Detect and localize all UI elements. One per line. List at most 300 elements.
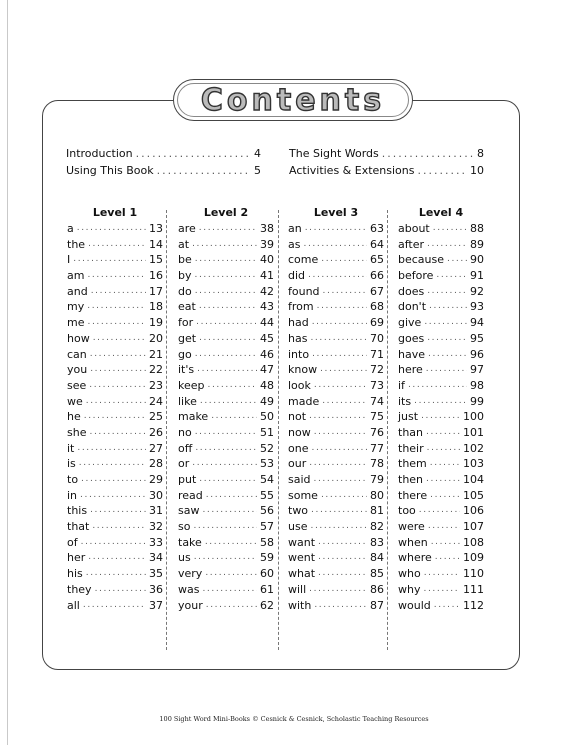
word-entry[interactable] (288, 284, 384, 300)
page-title: Contents (200, 82, 386, 118)
word-entry[interactable] (67, 535, 163, 551)
leader-dots (80, 488, 146, 504)
word-label: from (288, 300, 314, 314)
leader-dots (428, 519, 460, 535)
leader-dots (93, 331, 146, 347)
leader-dots (208, 378, 258, 394)
page-number: 64 (370, 237, 384, 251)
word-label: use (288, 520, 308, 534)
word-entry[interactable] (398, 315, 484, 331)
word-label: they (67, 582, 92, 596)
word-label: has (288, 331, 308, 345)
word-entry[interactable] (67, 284, 163, 300)
toc-entry-activities[interactable] (289, 164, 484, 177)
word-label: who (398, 567, 421, 581)
word-label: and (67, 284, 88, 298)
page-number: 14 (149, 237, 163, 251)
page-number: 65 (370, 253, 384, 267)
column-divider (278, 210, 279, 650)
word-entry[interactable] (288, 456, 384, 472)
word-entry[interactable] (398, 284, 484, 300)
word-label: was (178, 582, 200, 596)
word-label: go (178, 347, 192, 361)
word-label: don't (398, 300, 427, 314)
leader-dots (77, 221, 146, 237)
leader-dots (318, 550, 367, 566)
word-label: know (288, 363, 318, 377)
word-label: put (178, 473, 197, 486)
toc-entry-sight-words[interactable] (289, 147, 484, 160)
word-entry[interactable] (398, 394, 484, 410)
word-entry[interactable] (67, 315, 163, 331)
page-number: 66 (370, 269, 384, 283)
word-entry[interactable] (398, 331, 484, 347)
word-entry[interactable] (67, 237, 163, 253)
word-label: where (398, 551, 432, 565)
leader-dots (87, 268, 146, 284)
word-entry[interactable] (288, 268, 384, 284)
word-label: at (178, 237, 190, 251)
word-entry[interactable] (178, 550, 274, 566)
page-number: 73 (370, 378, 384, 392)
page-number: 37 (149, 598, 163, 612)
word-label: here (398, 363, 423, 377)
word-label: make (178, 410, 209, 424)
page-number: 98 (470, 378, 484, 392)
page-number: 35 (149, 567, 163, 581)
leader-dots (427, 284, 467, 300)
word-label: very (178, 567, 203, 581)
page-number: 76 (370, 425, 384, 439)
word-label: there (398, 488, 428, 502)
word-entry[interactable] (288, 394, 384, 410)
word-label: saw (178, 504, 200, 518)
word-label: my (67, 300, 85, 314)
word-entry[interactable] (67, 394, 163, 410)
word-entry[interactable] (288, 566, 384, 582)
leader-dots (83, 598, 146, 614)
word-label: get (178, 331, 197, 345)
leader-dots (314, 472, 367, 488)
page-number: 55 (260, 488, 274, 502)
page-number: 106 (463, 504, 484, 518)
page-number: 45 (260, 331, 274, 345)
leader-dots (205, 566, 257, 582)
word-entry[interactable] (288, 550, 384, 566)
leader-dots (426, 362, 467, 378)
word-entry[interactable] (178, 362, 274, 378)
leader-dots (447, 252, 467, 268)
word-entry[interactable] (67, 378, 163, 394)
word-entry[interactable] (178, 394, 274, 410)
word-entry[interactable] (288, 315, 384, 331)
word-entry[interactable] (398, 566, 484, 582)
level-heading: Level 2 (203, 206, 249, 219)
page-number: 53 (260, 457, 274, 471)
page-number: 77 (370, 441, 384, 455)
leader-dots (77, 441, 146, 457)
page-number: 29 (149, 473, 163, 486)
word-entry[interactable] (288, 472, 384, 488)
word-entry[interactable] (288, 535, 384, 551)
word-label: as (288, 237, 301, 251)
leader-dots (429, 299, 467, 315)
page-number: 84 (370, 551, 384, 565)
word-label: come (288, 253, 319, 267)
page-number: 100 (463, 410, 484, 424)
leader-dots (428, 347, 467, 363)
word-entry[interactable] (398, 425, 484, 441)
page-number: 41 (260, 269, 274, 283)
word-entry[interactable] (288, 252, 384, 268)
word-label: if (398, 378, 405, 392)
toc-entry-using-this-book[interactable] (66, 164, 261, 177)
word-label: eat (178, 300, 196, 314)
word-entry[interactable] (67, 519, 163, 535)
page-number: 50 (260, 410, 274, 424)
page-footer: 100 Sight Word Mini-Books © Cesnick & Cesnick, Scholastic Teaching Resources (159, 715, 429, 723)
page-number: 112 (463, 598, 484, 612)
level-2-column (178, 205, 274, 613)
word-entry[interactable] (288, 221, 384, 237)
word-entry[interactable] (288, 441, 384, 457)
leader-dots (211, 409, 257, 425)
page-edge-line (7, 0, 8, 745)
word-entry[interactable] (178, 299, 274, 315)
word-label: went (288, 551, 316, 565)
word-entry[interactable] (398, 503, 484, 519)
word-label: goes (398, 331, 425, 345)
word-label: that (67, 520, 90, 534)
page-number: 67 (370, 284, 384, 298)
word-label: look (288, 378, 311, 392)
word-entry[interactable] (398, 488, 484, 504)
word-entry[interactable] (288, 299, 384, 315)
page-number: 22 (149, 363, 163, 377)
word-entry[interactable] (398, 472, 484, 488)
page-number: 61 (260, 582, 274, 596)
word-entry[interactable] (67, 456, 163, 472)
leader-dots (317, 299, 367, 315)
word-label: off (178, 441, 193, 455)
page-number: 95 (470, 331, 484, 345)
leader-dots (419, 503, 460, 519)
word-entry[interactable] (178, 503, 274, 519)
word-entry[interactable] (178, 284, 274, 300)
word-entry[interactable] (67, 582, 163, 598)
word-entry[interactable] (398, 268, 484, 284)
word-entry[interactable] (288, 503, 384, 519)
word-entry[interactable] (288, 331, 384, 347)
word-label: are (178, 222, 196, 235)
word-label: than (398, 425, 423, 439)
page-number: 26 (149, 425, 163, 439)
word-entry[interactable] (288, 378, 384, 394)
level-3-column (288, 205, 384, 613)
word-entry[interactable] (288, 237, 384, 253)
leader-dots (427, 237, 467, 253)
leader-dots (89, 425, 146, 441)
word-label: because (398, 253, 445, 267)
word-entry[interactable] (398, 582, 484, 598)
page-number: 16 (149, 269, 163, 283)
page-number: 52 (260, 441, 274, 455)
leader-dots (309, 582, 367, 598)
word-entry[interactable] (178, 221, 274, 237)
word-entry[interactable] (288, 409, 384, 425)
word-entry[interactable] (178, 456, 274, 472)
leader-dots (195, 347, 257, 363)
word-entry[interactable] (67, 252, 163, 268)
word-entry[interactable] (67, 598, 163, 614)
word-label: us (178, 551, 191, 565)
page-number: 75 (370, 410, 384, 424)
word-entry[interactable] (178, 472, 274, 488)
column-divider (166, 210, 167, 650)
leader-dots (426, 472, 460, 488)
page-number: 23 (149, 378, 163, 392)
leader-dots (305, 221, 367, 237)
leader-dots (88, 550, 146, 566)
leader-dots (314, 378, 367, 394)
word-entry[interactable] (178, 237, 274, 253)
word-label: see (67, 378, 87, 392)
word-entry[interactable] (178, 582, 274, 598)
leader-dots (310, 519, 367, 535)
word-entry[interactable] (288, 582, 384, 598)
word-label: not (288, 410, 307, 424)
leader-dots (318, 535, 367, 551)
word-label: with (288, 598, 312, 612)
word-entry[interactable] (178, 598, 274, 614)
word-entry[interactable] (398, 598, 484, 614)
word-entry[interactable] (288, 362, 384, 378)
page-number: 30 (149, 488, 163, 502)
page-number: 78 (370, 457, 384, 471)
leader-dots (309, 456, 367, 472)
word-entry[interactable] (178, 425, 274, 441)
page-number: 71 (370, 347, 384, 361)
word-label: two (288, 504, 309, 518)
leader-dots (382, 147, 474, 160)
page-number: 94 (470, 316, 484, 330)
word-entry[interactable] (398, 347, 484, 363)
leader-dots (84, 409, 146, 425)
page-number: 47 (260, 363, 274, 377)
word-entry[interactable] (398, 456, 484, 472)
word-label: or (178, 457, 190, 471)
page-number: 87 (370, 598, 384, 612)
word-label: after (398, 237, 425, 251)
column-divider (387, 210, 388, 650)
page-number: 63 (370, 222, 384, 235)
word-entry[interactable] (288, 425, 384, 441)
word-entry[interactable] (288, 519, 384, 535)
word-entry[interactable] (178, 488, 274, 504)
word-label: some (288, 488, 318, 502)
word-entry[interactable] (288, 488, 384, 504)
word-entry[interactable] (67, 425, 163, 441)
word-entry[interactable] (288, 598, 384, 614)
page-number: 36 (149, 582, 163, 596)
word-label: when (398, 535, 428, 549)
leader-dots (206, 598, 257, 614)
word-entry[interactable] (67, 299, 163, 315)
word-label: give (398, 316, 422, 330)
leader-dots (199, 472, 257, 488)
word-label: will (288, 582, 307, 596)
page-number: 24 (149, 394, 163, 408)
word-entry[interactable] (178, 331, 274, 347)
page-number: 80 (370, 488, 384, 502)
word-entry[interactable] (398, 362, 484, 378)
word-entry[interactable] (67, 268, 163, 284)
word-entry[interactable] (398, 221, 484, 237)
word-label: it's (178, 363, 195, 377)
word-entry[interactable] (67, 472, 163, 488)
word-entry[interactable] (398, 535, 484, 551)
page-number: 96 (470, 347, 484, 361)
word-entry[interactable] (67, 488, 163, 504)
leader-dots (195, 252, 257, 268)
word-entry[interactable] (67, 566, 163, 582)
word-entry[interactable] (178, 252, 274, 268)
page-number: 102 (463, 441, 484, 455)
word-entry[interactable] (67, 550, 163, 566)
leader-dots (320, 362, 367, 378)
page-number: 81 (370, 504, 384, 518)
leader-dots (426, 425, 460, 441)
leader-dots (81, 535, 146, 551)
word-label: them (398, 457, 427, 471)
leader-dots (88, 237, 146, 253)
word-entry[interactable] (398, 441, 484, 457)
word-entry[interactable] (178, 441, 274, 457)
word-label: we (67, 394, 83, 408)
word-entry[interactable] (67, 347, 163, 363)
page-number: 82 (370, 520, 384, 534)
word-entry[interactable] (178, 535, 274, 551)
word-entry[interactable] (398, 378, 484, 394)
page-number: 21 (149, 347, 163, 361)
word-label: do (178, 284, 192, 298)
word-entry[interactable] (398, 409, 484, 425)
word-label: in (67, 488, 78, 502)
leader-dots (86, 394, 146, 410)
word-entry[interactable] (178, 347, 274, 363)
word-entry[interactable] (178, 566, 274, 582)
word-label: I (67, 253, 71, 267)
page-number: 74 (370, 394, 384, 408)
page-number: 111 (463, 582, 484, 596)
word-list (178, 221, 274, 613)
page-number: 57 (260, 520, 274, 534)
word-entry[interactable] (67, 441, 163, 457)
page-number: 31 (149, 504, 163, 518)
leader-dots (79, 456, 146, 472)
level-4-column (398, 205, 484, 613)
leader-dots (91, 284, 146, 300)
word-entry[interactable] (67, 331, 163, 347)
word-label: to (67, 473, 79, 486)
page-number: 99 (470, 394, 484, 408)
leader-dots (199, 331, 257, 347)
toc-entry-introduction[interactable] (66, 147, 261, 160)
word-label: would (398, 598, 431, 612)
leader-dots (321, 488, 367, 504)
leader-dots (308, 268, 367, 284)
word-entry[interactable] (178, 378, 274, 394)
word-entry[interactable] (178, 409, 274, 425)
word-entry[interactable] (67, 362, 163, 378)
word-label: have (398, 347, 425, 361)
leader-dots (196, 315, 257, 331)
leader-dots (322, 394, 367, 410)
word-label: want (288, 535, 316, 549)
word-label: all (67, 598, 80, 612)
word-entry[interactable] (398, 299, 484, 315)
word-entry[interactable] (178, 315, 274, 331)
leader-dots (197, 362, 257, 378)
leader-dots (202, 503, 257, 519)
leader-dots (90, 362, 146, 378)
word-entry[interactable] (67, 409, 163, 425)
word-list (398, 221, 484, 613)
leader-dots (87, 299, 146, 315)
word-entry[interactable] (398, 550, 484, 566)
page-number: 59 (260, 551, 274, 565)
leader-dots (423, 582, 460, 598)
page-number: 51 (260, 425, 274, 439)
leader-dots (312, 347, 367, 363)
word-label: so (178, 520, 191, 534)
page-number: 79 (370, 473, 384, 486)
word-entry[interactable] (67, 503, 163, 519)
page-number: 92 (470, 284, 484, 298)
level-heading: Level 1 (92, 206, 138, 219)
level-heading: Level 4 (418, 206, 464, 219)
word-label: an (288, 222, 302, 235)
word-label: what (288, 567, 316, 581)
word-label: now (288, 425, 311, 439)
leader-dots (195, 284, 257, 300)
page-number: 19 (149, 316, 163, 330)
page-number: 42 (260, 284, 274, 298)
toc-entry-page: 10 (470, 164, 484, 177)
word-label: read (178, 488, 203, 502)
word-entry[interactable] (398, 519, 484, 535)
page-number: 58 (260, 535, 274, 549)
word-entry[interactable] (398, 237, 484, 253)
leader-dots (311, 441, 367, 457)
word-entry[interactable] (288, 347, 384, 363)
page-number: 40 (260, 253, 274, 267)
leader-dots (321, 252, 367, 268)
word-entry[interactable] (398, 252, 484, 268)
word-label: take (178, 535, 202, 549)
word-entry[interactable] (178, 519, 274, 535)
leader-dots (312, 315, 367, 331)
page-number: 25 (149, 410, 163, 424)
word-label: it (67, 441, 75, 455)
word-entry[interactable] (178, 268, 274, 284)
page-number: 93 (470, 300, 484, 314)
word-entry[interactable] (67, 221, 163, 237)
word-list (67, 221, 163, 613)
leader-dots (157, 164, 251, 177)
leader-dots (436, 268, 467, 284)
page-number: 86 (370, 582, 384, 596)
